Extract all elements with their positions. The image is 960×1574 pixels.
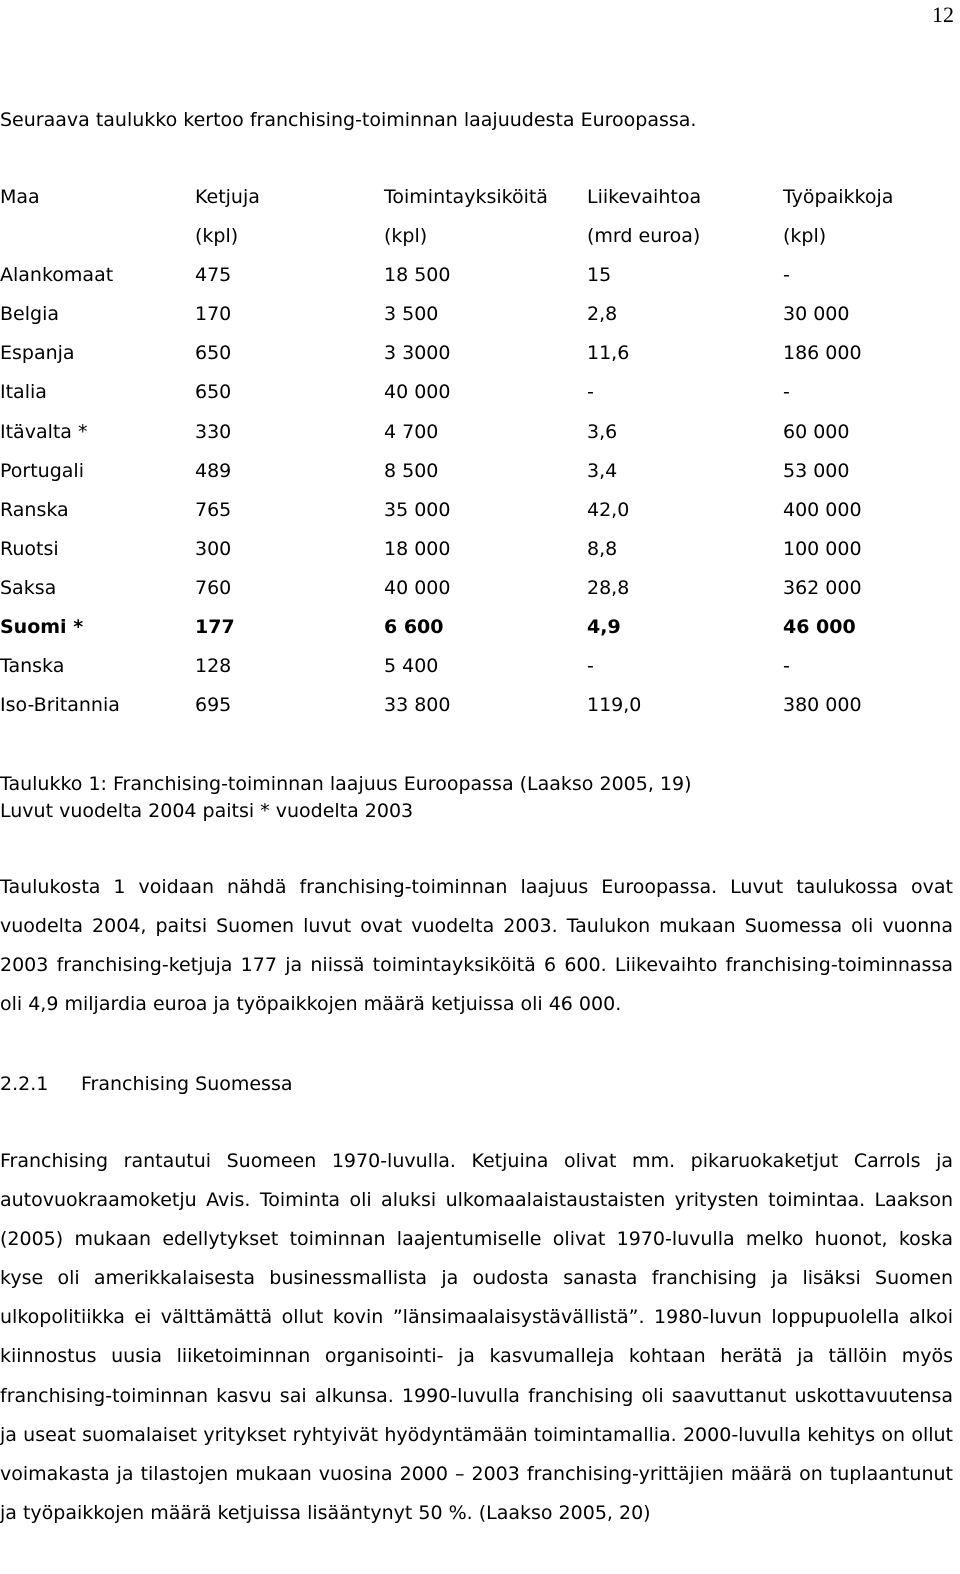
table-body <box>0 263 940 732</box>
table-cell-maa: Tanska <box>0 655 65 678</box>
table-cell-liikevaihtoa: 3,4 <box>587 459 618 482</box>
caption-line-2: Luvut vuodelta 2004 paitsi * vuodelta 2003 <box>0 800 414 822</box>
table-cell-toimintayksikoita: 35 000 <box>384 498 451 521</box>
table-cell-toimintayksikoita: 8 500 <box>384 459 439 482</box>
subheader-liikevaihtoa: (mrd euroa) <box>587 225 701 248</box>
table-cell-liikevaihtoa: 15 <box>587 264 612 287</box>
table-cell-maa: Portugali <box>0 459 84 482</box>
subheader-toimintayksikoita: (kpl) <box>384 225 428 248</box>
table-cell-ketjuja: 300 <box>195 537 232 560</box>
table-caption <box>0 771 692 825</box>
subheader-ketjuja: (kpl) <box>195 225 239 248</box>
table-cell-ketjuja: 760 <box>195 576 232 599</box>
franchising-table <box>0 185 940 732</box>
header-ketjuja: Ketjuja <box>195 186 260 208</box>
table-cell-tyopaikkoja: 100 000 <box>783 537 862 560</box>
table-cell-toimintayksikoita: 5 400 <box>384 655 439 678</box>
table-cell-maa: Belgia <box>0 303 59 326</box>
header-maa: Maa <box>0 186 40 208</box>
table-row <box>0 615 940 654</box>
table-cell-liikevaihtoa: 8,8 <box>587 537 618 560</box>
table-row <box>0 459 940 498</box>
caption-line-1: Taulukko 1: Franchising-toiminnan laajuus Euroopassa (Laakso 2005, 19) <box>0 773 692 795</box>
table-row <box>0 693 940 732</box>
table-cell-tyopaikkoja: 60 000 <box>783 420 850 443</box>
section-number: 2.2.1 <box>0 1073 49 1095</box>
table-row <box>0 537 940 576</box>
table-cell-toimintayksikoita: 33 800 <box>384 694 451 717</box>
table-row <box>0 380 940 419</box>
paragraph-2: Franchising rantautui Suomeen 1970-luvulla. Ketjuina olivat mm. pikaruokaketjut Carrols ja autovuokraamoketju Avis. Toiminta oli aluksi ulkomaalaistaustaisten yritysten toimintaa. Laakson (2005) mukaan edellytykset toiminnan laajentumiselle olivat 1970-luvulla melko huonot, koska kyse oli amerikkalaisesta businessmallista ja oudosta sanasta franchising ja lisäksi Suomen ulkopolitiikka ei välttämättä ollut kovin ”länsimaalaisystävällistä”. 1980-luvun loppupuolella alkoi kiinnostus uusia liiketoiminnan organisointi- ja kasvumalleja kohtaan herätä ja tällöin myös franchising-toiminnan kasvu sai alkunsa. 1990-luvulla franchising oli saavuttanut uskottavuutensa ja useat suomalaiset yritykset ryhtyivät hyödyntämään toimintamallia. 2000-luvulla kehitys on ollut voimakasta ja tilastojen mukaan vuosina 2000 – 2003 franchising-yrittäjien määrä on tuplaantunut ja työpaikkojen määrä ketjuissa lisääntynyt 50 %. (Laakso 2005, 20) <box>0 1150 953 1524</box>
table-cell-ketjuja: 128 <box>195 655 232 678</box>
header-liikevaihtoa: Liikevaihtoa <box>587 186 702 208</box>
table-cell-maa: Iso-Britannia <box>0 694 120 717</box>
table-cell-tyopaikkoja: 380 000 <box>783 694 862 717</box>
intro-text: Seuraava taulukko kertoo franchising-toiminnan laajuudesta Euroopassa. <box>0 109 697 131</box>
table-cell-maa: Itävalta * <box>0 420 88 443</box>
table-cell-ketjuja: 765 <box>195 498 232 521</box>
table-cell-maa: Italia <box>0 381 47 404</box>
table-row <box>0 263 940 302</box>
section-title: Franchising Suomessa <box>81 1073 293 1095</box>
table-cell-maa: Saksa <box>0 576 57 599</box>
table-cell-tyopaikkoja: 46 000 <box>783 616 856 639</box>
table-cell-maa: Ruotsi <box>0 537 59 560</box>
subheader-tyopaikkoja: (kpl) <box>783 225 827 248</box>
table-cell-tyopaikkoja: 400 000 <box>783 498 862 521</box>
table-cell-tyopaikkoja: 53 000 <box>783 459 850 482</box>
header-tyopaikkoja: Työpaikkoja <box>783 186 894 208</box>
table-cell-tyopaikkoja: - <box>783 655 790 678</box>
table-cell-ketjuja: 330 <box>195 420 232 443</box>
table-cell-liikevaihtoa: 42,0 <box>587 498 630 521</box>
table-cell-liikevaihtoa: - <box>587 381 594 404</box>
table-cell-tyopaikkoja: - <box>783 264 790 287</box>
table-cell-toimintayksikoita: 3 500 <box>384 303 439 326</box>
table-cell-maa: Espanja <box>0 342 75 365</box>
table-cell-ketjuja: 489 <box>195 459 232 482</box>
table-cell-ketjuja: 475 <box>195 264 232 287</box>
table-subheader-row <box>0 224 940 263</box>
table-row <box>0 654 940 693</box>
table-cell-ketjuja: 650 <box>195 381 232 404</box>
table-cell-tyopaikkoja: - <box>783 381 790 404</box>
table-header-row <box>0 185 940 224</box>
table-cell-tyopaikkoja: 30 000 <box>783 303 850 326</box>
header-toimintayksikoita: Toimintayksiköitä <box>384 186 548 208</box>
table-cell-liikevaihtoa: 119,0 <box>587 694 642 717</box>
table-row <box>0 498 940 537</box>
table-cell-tyopaikkoja: 186 000 <box>783 342 862 365</box>
table-cell-liikevaihtoa: - <box>587 655 594 678</box>
page-number: 12 <box>932 2 954 27</box>
table-row <box>0 341 940 380</box>
table-cell-toimintayksikoita: 6 600 <box>384 616 444 639</box>
table-cell-maa: Suomi * <box>0 616 84 639</box>
table-cell-ketjuja: 170 <box>195 303 232 326</box>
table-row <box>0 576 940 615</box>
table-cell-tyopaikkoja: 362 000 <box>783 576 862 599</box>
table-cell-toimintayksikoita: 4 700 <box>384 420 439 443</box>
table-row <box>0 420 940 459</box>
table-cell-toimintayksikoita: 40 000 <box>384 381 451 404</box>
table-cell-liikevaihtoa: 28,8 <box>587 576 630 599</box>
table-cell-toimintayksikoita: 3 3000 <box>384 342 451 365</box>
table-cell-ketjuja: 650 <box>195 342 232 365</box>
table-cell-toimintayksikoita: 18 000 <box>384 537 451 560</box>
paragraph-1: Taulukosta 1 voidaan nähdä franchising-toiminnan laajuus Euroopassa. Luvut taulukossa ovat vuodelta 2004, paitsi Suomen luvut ovat vuodelta 2003. Taulukon mukaan Suomessa oli vuonna 2003 franchising-ketjuja 177 ja niissä toimintayksiköitä 6 600. Liikevaihto franchising-toiminnassa oli 4,9 miljardia euroa ja työpaikkojen määrä ketjuissa oli 46 000. <box>0 876 953 1016</box>
table-cell-toimintayksikoita: 18 500 <box>384 264 451 287</box>
table-row <box>0 302 940 341</box>
table-cell-liikevaihtoa: 2,8 <box>587 303 618 326</box>
table-cell-liikevaihtoa: 11,6 <box>587 342 630 365</box>
table-cell-ketjuja: 695 <box>195 694 232 717</box>
table-cell-maa: Alankomaat <box>0 264 114 287</box>
table-cell-liikevaihtoa: 3,6 <box>587 420 618 443</box>
table-cell-liikevaihtoa: 4,9 <box>587 616 621 639</box>
table-cell-ketjuja: 177 <box>195 616 235 639</box>
table-cell-toimintayksikoita: 40 000 <box>384 576 451 599</box>
table-cell-maa: Ranska <box>0 498 69 521</box>
